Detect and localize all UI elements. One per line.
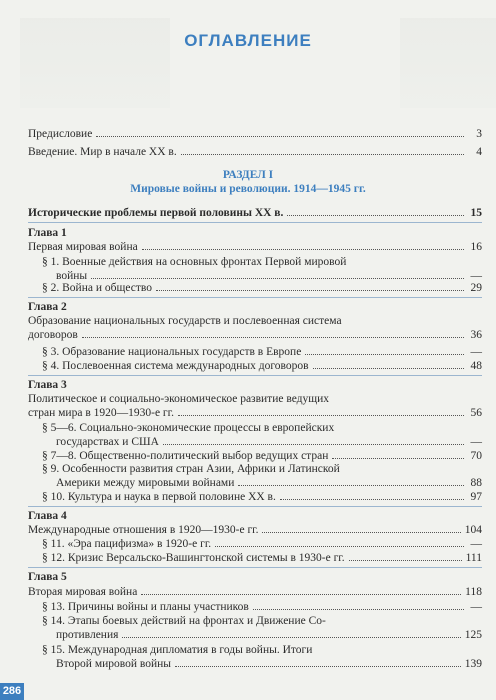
section-subtitle: Мировые войны и революции. 1914—1945 гг. <box>130 183 366 195</box>
toc-entry-paragraph-13[interactable]: § 13. Причины войны и планы участников — <box>42 601 482 613</box>
toc-entry-paragraph-7-8[interactable]: § 7—8. Общественно-политический выбор ведущих стран 70 <box>42 450 482 462</box>
toc-entry-paragraph-12[interactable]: § 12. Кризис Версальско-Вашингтонской системы в 1930-е гг. 111 <box>42 552 482 564</box>
toc-entry-paragraph-3[interactable]: § 3. Образование национальных государств в Европе — <box>42 346 482 358</box>
toc-entry-chapter-4[interactable]: Международные отношения в 1920—1930-е гг. 104 <box>28 524 482 536</box>
divider <box>28 506 482 507</box>
toc-entry-paragraph-14[interactable]: § 14. Этапы боевых действий на фронтах и Движение Со- противления 125 <box>42 615 482 641</box>
toc-entry-chapter-1[interactable]: Первая мировая война 16 <box>28 241 482 253</box>
toc-entry-chapter-5[interactable]: Вторая мировая война 118 <box>28 586 482 598</box>
toc-entry-chapter-2[interactable]: Образование национальных государств и послевоенная система договоров 36 <box>28 315 482 341</box>
section-label: РАЗДЕЛ I <box>222 169 274 181</box>
toc-entry-preface[interactable]: Предисловие 3 <box>28 128 482 140</box>
toc-entry-paragraph-2[interactable]: § 2. Война и общество 29 <box>42 282 482 294</box>
toc-entry-paragraph-9[interactable]: § 9. Особенности развития стран Азии, Африки и Латинской Америки между мировыми войнами 88 <box>42 463 482 489</box>
toc-entry-chapter-3[interactable]: Политическое и социально-экономическое развитие ведущих стран мира в 1920—1930-е гг. 56 <box>28 393 482 419</box>
toc-entry-paragraph-4[interactable]: § 4. Послевоенная система международных договоров 48 <box>42 360 482 372</box>
chapter-label: Глава 3 <box>28 379 67 391</box>
chapter-label: Глава 1 <box>28 227 67 239</box>
toc-entry-paragraph-15[interactable]: § 15. Международная дипломатия в годы войны. Итоги Второй мировой войны 139 <box>42 644 482 670</box>
toc-entry-paragraph-11[interactable]: § 11. «Эра пацифизма» в 1920-е гг. — <box>42 538 482 550</box>
toc-entry-paragraph-10[interactable]: § 10. Культура и наука в первой половине XX в. 97 <box>42 491 482 503</box>
chapter-label: Глава 2 <box>28 301 67 313</box>
toc-entry-paragraph-1[interactable]: § 1. Военные действия на основных фронтах Первой мировой войны — <box>42 256 482 282</box>
divider <box>28 297 482 298</box>
divider <box>28 375 482 376</box>
page-number-badge: 286 <box>0 683 24 700</box>
divider <box>28 222 482 223</box>
page-title: ОГЛАВЛЕНИЕ <box>184 31 312 50</box>
toc-entry-paragraph-5-6[interactable]: § 5—6. Социально-экономические процессы в европейских государствах и США — <box>42 422 482 448</box>
chapter-label: Глава 5 <box>28 571 67 583</box>
toc-entry-introduction[interactable]: Введение. Мир в начале XX в. 4 <box>28 146 482 158</box>
toc-entry-section-intro[interactable]: Исторические проблемы первой половины XX в. 15 <box>28 207 482 219</box>
divider <box>28 567 482 568</box>
chapter-label: Глава 4 <box>28 510 67 522</box>
